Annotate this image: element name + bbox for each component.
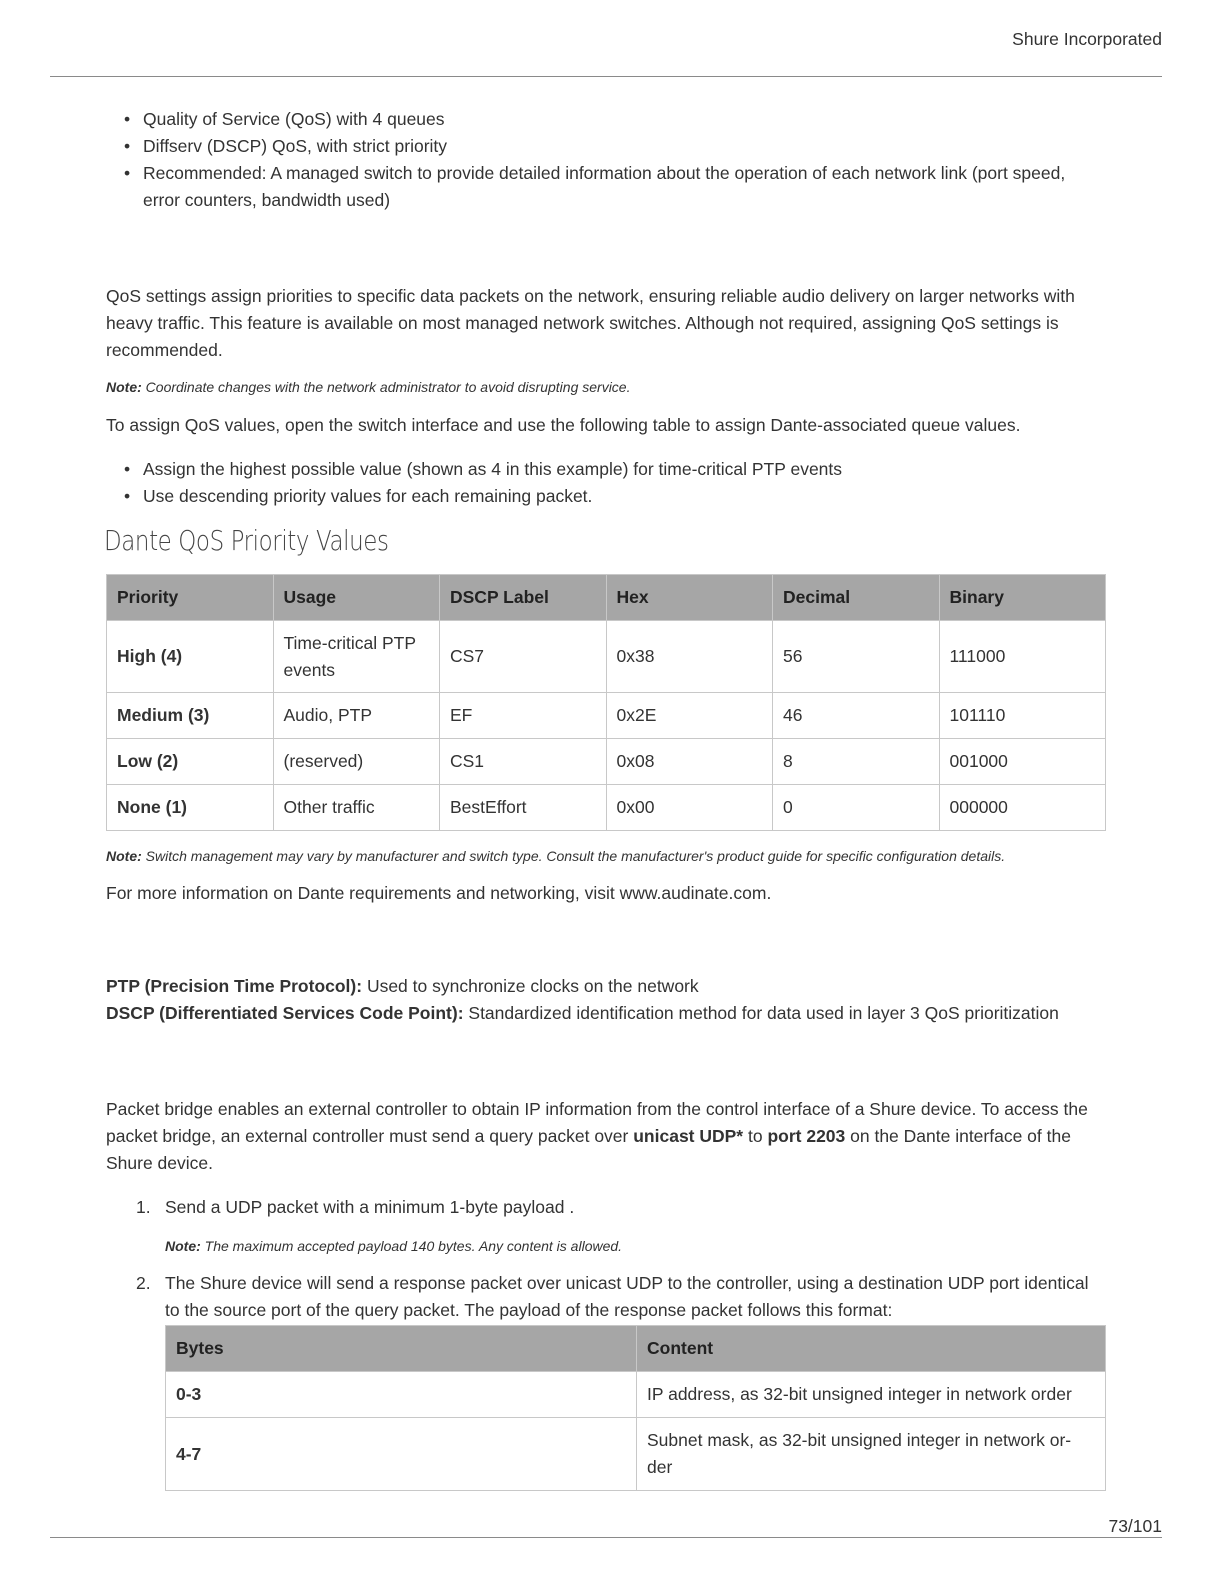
note-label: Note: [106,379,142,395]
note-text: The maximum accepted payload 140 bytes. Any content is allowed. [200,1238,623,1254]
text-run: to [743,1126,768,1146]
table-cell: 101110 [939,693,1106,739]
table-cell: 0 [773,785,940,831]
table-cell: EF [440,693,607,739]
table-cell: 0x38 [606,621,773,693]
table-cell: 46 [773,693,940,739]
step-text: The Shure device will send a response packet over unicast UDP to the controller, using a destination UDP port identical to the source port of the query packet. The payload of the response packet follows this format: [165,1273,1089,1320]
table-cell: 0x08 [606,739,773,785]
table-header-row [107,575,1106,621]
list-item: • Use descending priority values for each remaining packet. [106,483,1106,510]
table-cell: 8 [773,739,940,785]
definition-desc: Used to synchronize clocks on the network [362,976,699,996]
table-cell: Other traffic [273,785,440,831]
column-header: Priority [107,575,274,621]
qos-priority-table [106,574,1106,831]
step-number: 2. [136,1273,151,1293]
table-header-row [166,1326,1106,1372]
table-cell: CS1 [440,739,607,785]
more-info: For more information on Dante requirements and networking, visit www.audinate.com. [106,883,772,903]
table-cell: CS7 [440,621,607,693]
step-text: Send a UDP packet with a minimum 1-byte payload . [165,1197,575,1217]
response-payload-table [165,1325,1106,1491]
table-cell: Low (2) [107,739,274,785]
definition-term: PTP (Precision Time Protocol): [106,976,363,996]
list-item: • Assign the highest possible value (shown as 4 in this example) for time-critical PTP events [106,456,1106,483]
steps-list [106,1194,1106,1221]
header-company: Shure Incorporated [1012,29,1162,49]
qos-intro: QoS settings assign priorities to specific data packets on the network, ensuring reliable audio delivery on larger networks with heavy traffic. This feature is available on most managed network switches. Although not required, assigning QoS settings is recommended. [106,286,1075,360]
column-header: Bytes [166,1326,637,1372]
column-header: Decimal [773,575,940,621]
table-cell: 56 [773,621,940,693]
table-row [166,1418,1106,1491]
text-bold: port 2203 [767,1126,846,1146]
step-number: 1. [136,1197,151,1217]
note-text: Coordinate changes with the network administrator to avoid disrupting service. [141,379,631,395]
table-row [107,739,1106,785]
note-coordinate [106,377,1106,397]
column-header: Usage [273,575,440,621]
table-cell: Subnet mask, as 32-bit unsigned integer in network or-der [637,1418,1106,1491]
text-run: on the Dante interface of the Shure device. [106,1126,1071,1173]
table-cell: 001000 [939,739,1106,785]
text-run: Packet bridge enables an external controller to obtain IP information from the control interface of a Shure device. To access the packet bridge, an external controller must send a query packet over [106,1099,1088,1146]
table-cell: 111000 [939,621,1106,693]
note-label: Note: [106,848,142,864]
table-cell: None (1) [107,785,274,831]
table-row [107,621,1106,693]
definition-desc: Standardized identification method for data used in layer 3 QoS prioritization [463,1003,1059,1023]
table-cell: High (4) [107,621,274,693]
column-header: DSCP Label [440,575,607,621]
column-header: Binary [939,575,1106,621]
table-cell: (reserved) [273,739,440,785]
note-switch-management [106,846,1106,866]
list-item: • Diffserv (DSCP) QoS, with strict priority [106,133,1106,160]
table-cell: BestEffort [440,785,607,831]
table-cell: 000000 [939,785,1106,831]
table-row [166,1372,1106,1418]
steps-list [106,1270,1106,1324]
note-label: Note: [165,1238,201,1254]
packet-bridge-intro [106,1096,1106,1177]
table-row [107,693,1106,739]
table-cell: Medium (3) [107,693,274,739]
table-cell: Audio, PTP [273,693,440,739]
column-header: Content [637,1326,1106,1372]
assign-list [106,456,1106,510]
note-payload [165,1236,1106,1256]
table-cell: 0x2E [606,693,773,739]
table-cell: Time-critical PTP events [273,621,440,693]
footer-divider [50,1537,1162,1538]
table-row [107,785,1106,831]
section-title: Dante QoS Priority Values [104,524,389,557]
definition-ptp [106,973,1106,1000]
table-cell: 0-3 [166,1372,637,1418]
header-divider [50,76,1162,77]
list-item: • Quality of Service (QoS) with 4 queues [106,106,1106,133]
definition-dscp [106,1000,1106,1027]
text-bold: unicast UDP* [633,1126,744,1146]
list-item [106,1270,1106,1324]
column-header: Hex [606,575,773,621]
assign-text: To assign QoS values, open the switch interface and use the following table to assign Dante-associated queue values. [106,415,1021,435]
list-item: • Recommended: A managed switch to provide detailed information about the operation of each network link (port speed, error counters, bandwidth used) [106,160,1106,214]
requirements-list [106,106,1106,214]
list-item [106,1194,1106,1221]
table-cell: IP address, as 32-bit unsigned integer in network order [637,1372,1106,1418]
page-number: 73/101 [1108,1516,1162,1536]
table-cell: 0x00 [606,785,773,831]
definition-term: DSCP (Differentiated Services Code Point): [106,1003,464,1023]
note-text: Switch management may vary by manufacturer and switch type. Consult the manufacturer's product guide for specific configuration details. [141,848,1006,864]
table-cell: 4-7 [166,1418,637,1491]
